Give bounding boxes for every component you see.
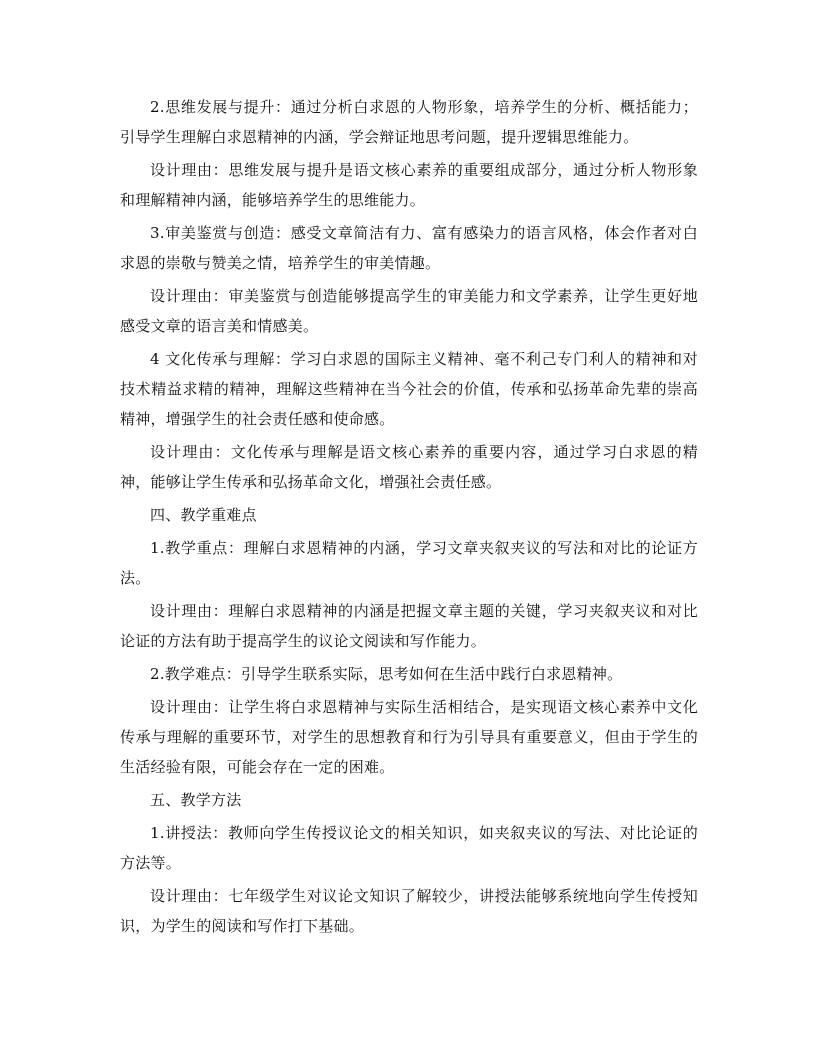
paragraph-design-rationale-focus: 设计理由：理解白求恩精神的内涵是把握文章主题的关键，学习夹叙夹议和对比论证的方法有助于提高学生的议论文阅读和写作能力。	[120, 602, 698, 650]
paragraph-design-rationale-culture: 设计理由：文化传承与理解是语文核心素养的重要内容，通过学习白求恩的精神，能够让学生传承和弘扬革命文化，增强社会责任感。	[120, 443, 698, 491]
paragraph-design-rationale-thinking: 设计理由：思维发展与提升是语文核心素养的重要组成部分，通过分析人物形象和理解精神内涵，能够培养学生的思维能力。	[120, 161, 698, 209]
paragraph-teaching-focus: 1.教学重点：理解白求恩精神的内涵，学习文章夹叙夹议的写法和对比的论证方法。	[120, 539, 698, 587]
paragraph-design-rationale-aesthetic: 设计理由：审美鉴赏与创造能够提高学生的审美能力和文学素养，让学生更好地感受文章的语言美和情感美。	[120, 287, 698, 335]
paragraph-design-rationale-lecture: 设计理由：七年级学生对议论文知识了解较少，讲授法能够系统地向学生传授知识，为学生的阅读和写作打下基础。	[120, 887, 698, 935]
paragraph-cultural-inheritance: 4 文化传承与理解：学习白求恩的国际主义精神、毫不利己专门利人的精神和对技术精益求精的精神，理解这些精神在当今社会的价值，传承和弘扬革命先辈的崇高精神，增强学生的社会责任感和使命感。	[120, 350, 698, 428]
section-heading-key-difficulties: 四、教学重难点	[150, 506, 257, 524]
paragraph-thinking-development: 2.思维发展与提升：通过分析白求恩的人物形象，培养学生的分析、概括能力；引导学生理解白求恩精神的内涵，学会辩证地思考问题，提升逻辑思维能力。	[120, 98, 698, 146]
paragraph-design-rationale-difficulty: 设计理由：让学生将白求恩精神与实际生活相结合，是实现语文核心素养中文化传承与理解的重要环节，对学生的思想教育和行为引导具有重要意义，但由于学生的生活经验有限，可能会存在一定的困难。	[120, 698, 698, 776]
paragraph-aesthetic-appreciation: 3.审美鉴赏与创造：感受文章简洁有力、富有感染力的语言风格，体会作者对白求恩的崇敬与赞美之情，培养学生的审美情趣。	[120, 224, 698, 272]
paragraph-lecture-method: 1.讲授法：教师向学生传授议论文的相关知识，如夹叙夹议的写法、对比论证的方法等。	[120, 824, 698, 872]
section-heading-teaching-methods: 五、教学方法	[150, 791, 242, 809]
paragraph-teaching-difficulty: 2.教学难点：引导学生联系实际，思考如何在生活中践行白求恩精神。	[150, 665, 623, 683]
